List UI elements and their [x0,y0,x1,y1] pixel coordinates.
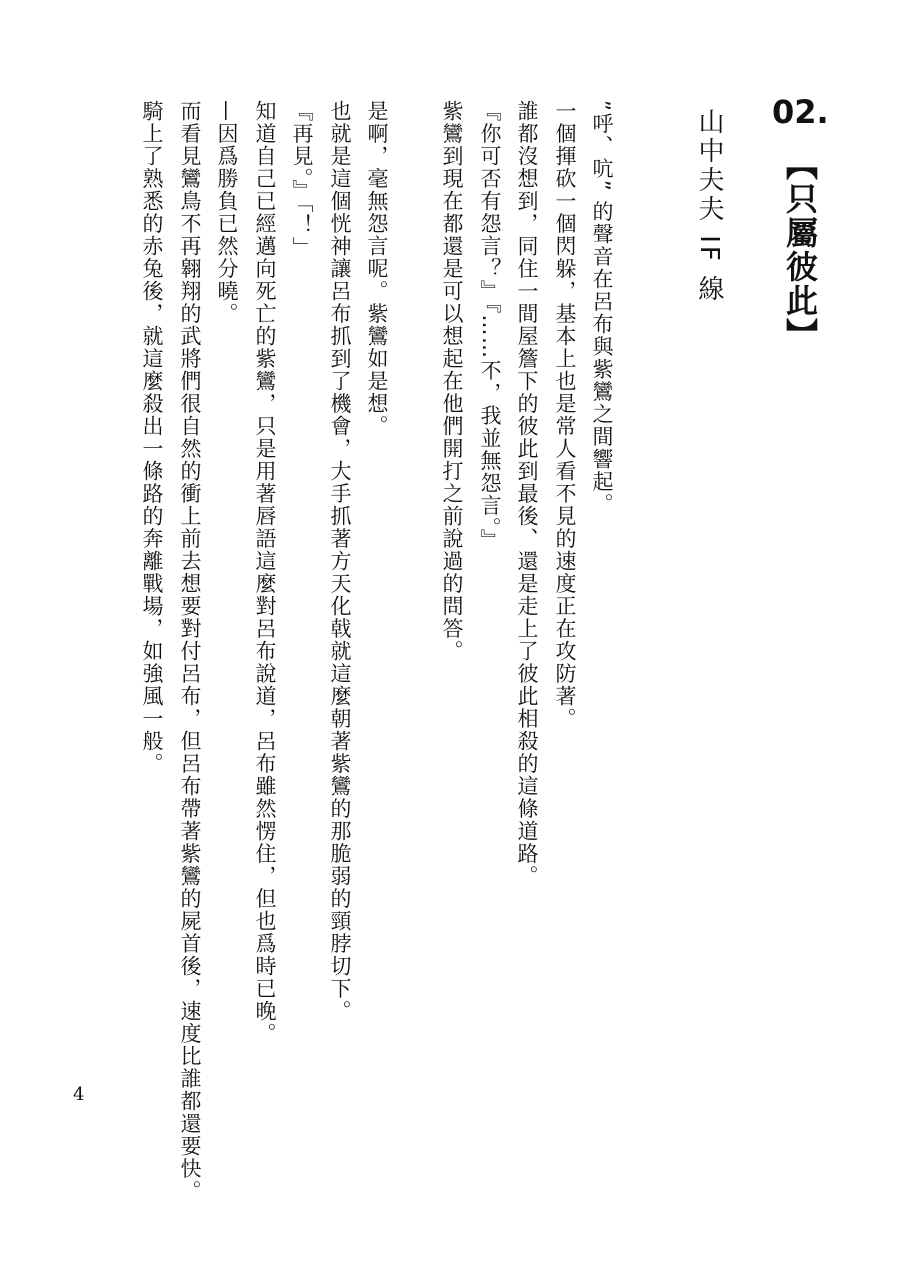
body-line: —因爲勝負已然分曉。 [215,100,239,325]
body-line: 而看見鸞鳥不再翱翔的武將們很自然的衝上前去想要對付呂布，但呂布帶著紫鸞的屍首後，速度比誰都還要快。 [178,100,202,1203]
body-line: 騎上了熟悉的赤兔後，就這麼殺出一條路的奔離戰場，如強風一般。 [140,100,164,775]
body-line: 紫鸞到現在都還是可以想起在他們開打之前說過的問答。 [440,100,464,663]
chapter-title: 【只屬彼此】 [781,148,819,352]
body-line: 誰都沒想到，同住一間屋簷下的彼此到最後、還是走上了彼此相殺的這條道路。 [515,100,539,888]
body-line: 知道自己已經邁向死亡的紫鸞，只是用著唇語這麼對呂布說道，呂布雖然愣住，但也爲時已晚。 [253,100,277,1045]
body-line: 『再見。』「！」 [290,100,314,259]
page-number: 4 [73,1084,85,1105]
body-line: 一個揮砍一個閃躲，基本上也是常人看不見的速度正在攻防著。 [553,100,577,730]
body-line: 也就是這個恍神讓呂布抓到了機會，大手抓著方天化戟就這麼朝著紫鸞的那脆弱的頸脖切下。 [328,100,352,1023]
chapter-subtitle: 山中夫夫 IF 線 [694,108,724,305]
body-line: ”呼、吭” 的聲音在呂布與紫鸞之間響起。 [590,100,614,516]
body-line: 『你可否有怨言？』『……不，我並無怨言。』 [478,100,502,552]
chapter-number: 02. [772,93,829,131]
body-line: 是啊，毫無怨言呢。紫鸞如是想。 [365,100,389,438]
